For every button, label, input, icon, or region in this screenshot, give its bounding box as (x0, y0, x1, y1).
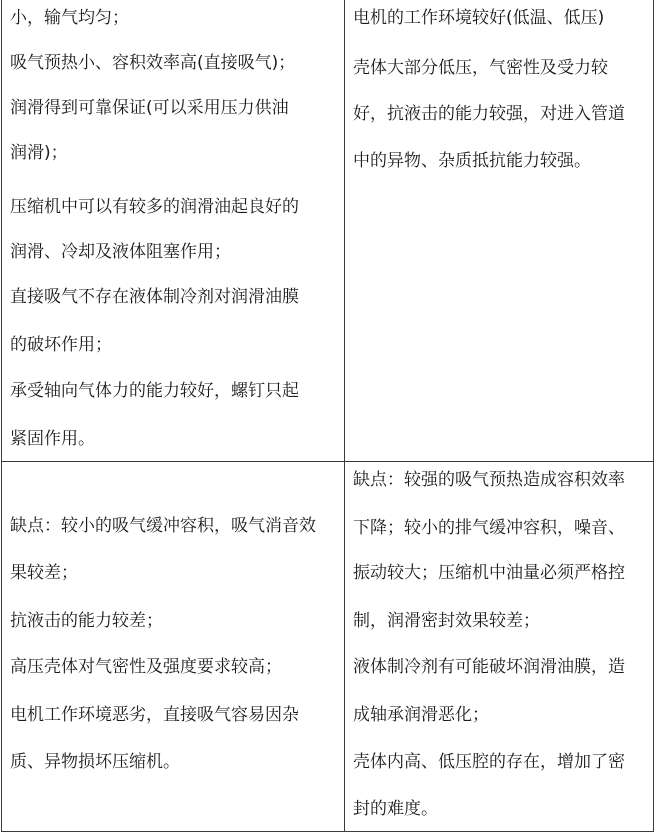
cell-top-left (2, 0, 344, 461)
text-line: 壳体内高、低压腔的存在，增加了密 (353, 752, 625, 772)
cell-bottom-left (2, 462, 344, 832)
text-line: 抗液击的能力较差； (10, 611, 163, 631)
text-line: 吸气预热小、容积效率高(直接吸气)； (10, 53, 296, 73)
text-line: 高压壳体对气密性及强度要求较高； (10, 657, 282, 677)
cell-top-right (345, 0, 655, 461)
text-line: 封的难度。 (353, 799, 438, 819)
text-line: 质、异物损坏压缩机。 (10, 752, 180, 772)
text-line: 壳体大部分低压，气密性及受力较 (353, 58, 608, 78)
text-line: 润滑)； (10, 143, 68, 163)
text-line: 缺点：较小的吸气缓冲容积，吸气消音效 (10, 516, 316, 536)
text-line: 缺点：较强的吸气预热造成容积效率 (353, 470, 625, 490)
comparison-table (1, 0, 654, 832)
text-line: 制，润滑密封效果较差； (353, 611, 540, 631)
text-line: 润滑、冷却及液体阻塞作用； (10, 242, 231, 262)
text-line: 润滑得到可靠保证(可以采用压力供油 (10, 98, 289, 118)
text-line: 振动较大；压缩机中油量必须严格控 (353, 563, 625, 583)
text-line: 中的异物、杂质抵抗能力较强。 (353, 151, 591, 171)
text-line: 小，输气均匀； (10, 8, 129, 28)
text-line: 果较差； (10, 563, 78, 583)
text-line: 的破坏作用； (10, 335, 112, 355)
text-line: 电机工作环境恶劣，直接吸气容易因杂 (10, 705, 299, 725)
text-line: 液体制冷剂有可能破坏润滑油膜，造 (353, 657, 625, 677)
text-line: 压缩机中可以有较多的润滑油起良好的 (10, 197, 299, 217)
cell-bottom-right (345, 462, 655, 832)
text-line: 好，抗液击的能力较强，对进入管道 (353, 104, 625, 124)
text-line: 直接吸气不存在液体制冷剂对润滑油膜 (10, 287, 299, 307)
text-line: 紧固作用。 (10, 429, 95, 449)
text-line: 下降；较小的排气缓冲容积，噪音、 (353, 518, 625, 538)
text-line: 成轴承润滑恶化； (353, 705, 489, 725)
text-line: 承受轴向气体力的能力较好，螺钉只起 (10, 381, 299, 401)
text-line: 电机的工作环境较好(低温、低压) (353, 8, 605, 28)
